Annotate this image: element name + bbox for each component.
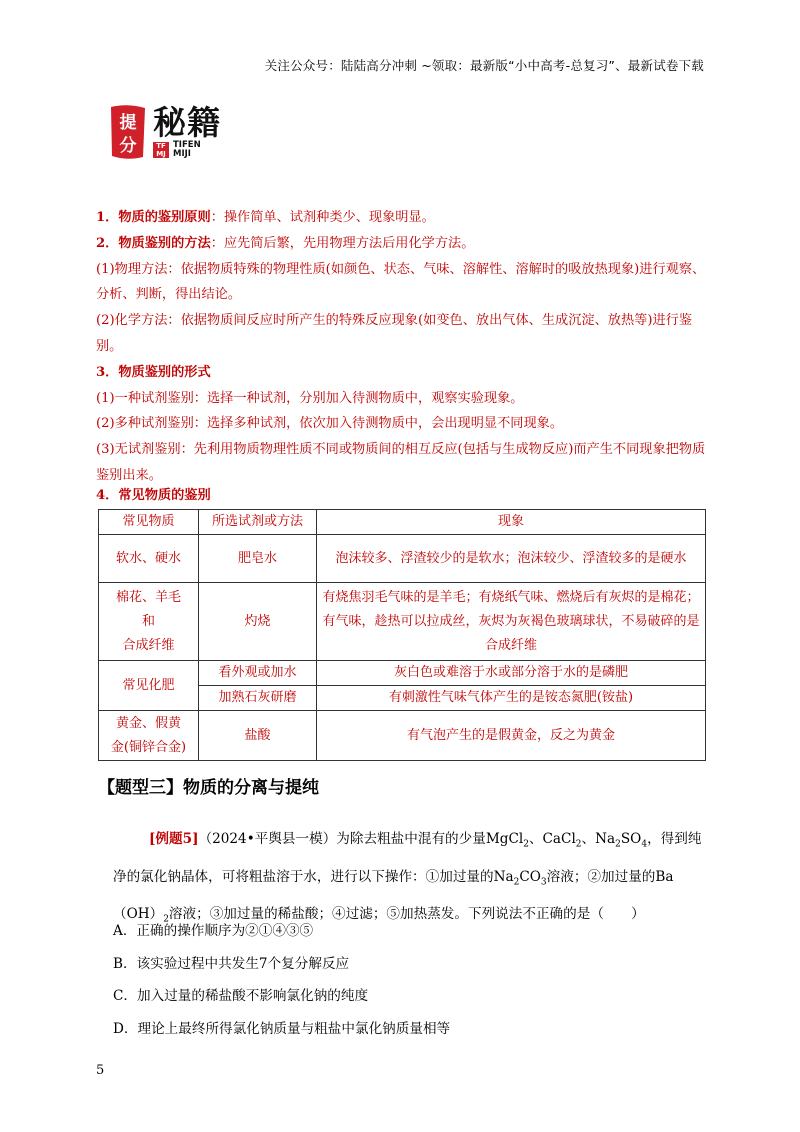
option-b: B．该实验过程中共发生7个复分解反应 xyxy=(113,955,350,972)
table-row xyxy=(99,661,706,686)
page-number: 5 xyxy=(96,1063,105,1078)
table-cell: 灰白色或难溶于水或部分溶于水的是磷肥 xyxy=(317,661,706,686)
table-cell: 棉花、羊毛 和 合成纤维 xyxy=(99,583,199,661)
note-principle: 1．物质的鉴别原则：操作简单、试剂种类少、现象明显。 xyxy=(96,210,435,225)
note-form-none: (3)无试剂鉴别：先利用物质物理性质不同或物质间的相互反应(包括与生成物反应)而产生不同现象把物质鉴别出来。 xyxy=(96,442,706,483)
note-forms-title: 3．物质鉴别的形式 xyxy=(96,364,211,380)
note-method: 2．物质鉴别的方法：应先简后繁，先用物理方法后用化学方法。 xyxy=(96,235,475,251)
note-chemical: (2)化学方法：依据物质间反应时所产生的特殊反应现象(如变色、放出气体、生成沉淀、放热等)进行鉴别。 xyxy=(96,313,693,354)
knowledge-notes xyxy=(96,205,706,489)
table-cell: 常见化肥 xyxy=(99,661,199,711)
table-cell: 肥皂水 xyxy=(199,535,317,583)
seal-icon xyxy=(107,103,149,161)
svg-text:提: 提 xyxy=(119,113,137,133)
header-cell: 所选试剂或方法 xyxy=(199,510,317,535)
option-c: C．加入过量的稀盐酸不影响氯化钠的纯度 xyxy=(113,988,369,1004)
table-cell: 有刺激性气味气体产生的是铵态氮肥(铵盐) xyxy=(317,686,706,711)
note-form-one: (1)一种试剂鉴别：选择一种试剂，分别加入待测物质中，观察实验现象。 xyxy=(96,390,524,406)
logo-subtitle xyxy=(153,141,201,159)
option-a: A．正确的操作顺序为②①④③⑤ xyxy=(113,923,314,939)
table-cell: 有烧焦羽毛气味的是羊毛；有烧纸气味、燃烧后有灰烬的是棉花；有气味，趁热可以拉成丝，灰烬为灰褐色玻璃球状，不易破碎的是合成纤维 xyxy=(317,583,706,661)
header-cell: 常见物质 xyxy=(99,510,199,535)
table-cell: 黄金、假黄 金(铜锌合金) xyxy=(99,711,199,761)
brand-logo xyxy=(107,95,247,165)
table-cell: 软水、硬水 xyxy=(99,535,199,583)
logo-title: 秘籍 xyxy=(153,103,221,142)
table-row xyxy=(99,535,706,583)
table-header-row xyxy=(99,510,706,535)
table-cell: 看外观或加水 xyxy=(199,661,317,686)
example-source: （2024•平舆县一模） xyxy=(198,831,337,847)
logo-line-1: TIFEN xyxy=(173,140,201,150)
note-form-many: (2)多种试剂鉴别：选择多种试剂，依次加入待测物质中，会出现明显不同现象。 xyxy=(96,416,564,432)
page-header: 关注公众号：陆陆高分冲刺 ~领取：最新版“小中高考-总复习”、最新试卷下载 xyxy=(264,58,704,73)
logo-mark-icon: TF MJ xyxy=(153,142,169,158)
table-cell: 加熟石灰研磨 xyxy=(199,686,317,711)
table-title: 4．常见物质的鉴别 xyxy=(96,488,211,503)
answer-options xyxy=(113,915,450,1045)
svg-text:分: 分 xyxy=(119,136,137,156)
table-cell: 灼烧 xyxy=(199,583,317,661)
table-row xyxy=(99,711,706,761)
example-question: [例题5]（2024•平舆县一模）为除去粗盐中混有的少量MgCl$_2$、CaCl$_2$、$Na_2SO_4$，得到纯净的氯化钠晶体，可将粗盐溶于水，进行以下操作：①加过量的$Na_2CO_3$溶液；②加过量的$Ba(OH)_2$溶液；③加过量的稀盐酸；④过滤；⑤加热蒸发。下列说法不正确的是（ ） xyxy=(113,831,702,926)
example-tag: [例题5] xyxy=(149,831,199,847)
table-row xyxy=(99,583,706,661)
section-title: 【题型三】物质的分离与提纯 xyxy=(98,778,319,798)
header-cell: 现象 xyxy=(317,510,706,535)
table-cell: 盐酸 xyxy=(199,711,317,761)
table-cell: 有气泡产生的是假黄金，反之为黄金 xyxy=(317,711,706,761)
identification-table xyxy=(98,509,706,761)
table-cell: 泡沫较多、浮渣较少的是软水；泡沫较少、浮渣较多的是硬水 xyxy=(317,535,706,583)
option-d: D．理论上最终所得氯化钠质量与粗盐中氯化钠质量相等 xyxy=(113,1020,451,1037)
logo-line-2: MIJI xyxy=(173,149,191,159)
note-physical: (1)物理方法：依据物质特殊的物理性质(如颜色、状态、气味、溶解性、溶解时的吸放热现象)进行观察、分析、判断，得出结论。 xyxy=(96,261,706,303)
